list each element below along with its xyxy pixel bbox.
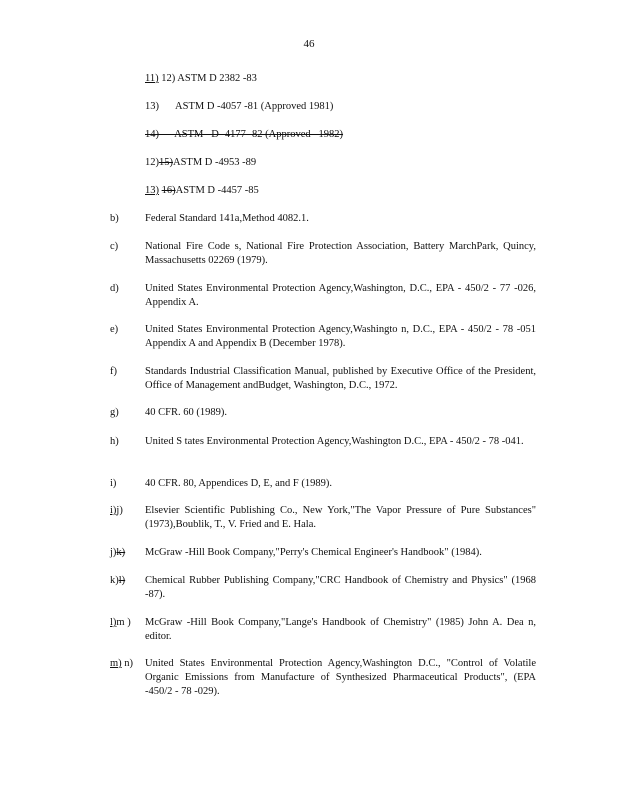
astm-item-3-struck-text: 14) ASTM D -4177 -82 (Approved 1982) bbox=[145, 129, 344, 140]
reference-label: f) bbox=[110, 366, 117, 377]
reference-label: d) bbox=[110, 283, 119, 294]
astm-item-4-text: ASTM D -4953 -89 bbox=[173, 157, 257, 168]
reference-label-old: m ) bbox=[116, 617, 131, 628]
page-number: 46 bbox=[303, 38, 315, 50]
reference-label: e) bbox=[110, 324, 119, 335]
astm-item-2 bbox=[145, 100, 333, 114]
astm-item-4 bbox=[145, 156, 256, 170]
reference-label-old: n) bbox=[121, 658, 134, 669]
astm-item-1 bbox=[145, 72, 257, 86]
reference-label-new: i) bbox=[110, 505, 117, 516]
astm-item-3 bbox=[145, 128, 343, 142]
reference-label: i) bbox=[110, 478, 117, 489]
astm-item-1-number: 12) bbox=[158, 73, 176, 84]
reference-label-new: k) bbox=[110, 575, 119, 586]
reference-text: Federal Standard 141a,Method 4082.1. bbox=[145, 213, 309, 224]
reference-label-new: j) bbox=[110, 547, 117, 558]
reference-text: United S tates Environmental Protection Agency,Washington D.C., EPA - 450/2 - 78 -041. bbox=[145, 436, 524, 447]
reference-label: c) bbox=[110, 241, 119, 252]
reference-text: 40 CFR. 60 (1989). bbox=[145, 407, 227, 418]
reference-text: McGraw -Hill Book Company,"Perry's Chemical Engineer's Handbook" (1984). bbox=[145, 547, 482, 558]
reference-label: g) bbox=[110, 407, 119, 418]
reference-label-struck: l) bbox=[118, 575, 126, 586]
reference-text: 40 CFR. 80, Appendices D, E, and F (1989). bbox=[145, 478, 332, 489]
reference-text: United States Environmental Protection Agency,Washington D.C., "Control of Volatile Organic Emissions from Manufacture of Synthesized Pharmaceutical Products", (EPA -450/2 - 78 -029). bbox=[145, 658, 536, 697]
reference-label: b) bbox=[110, 213, 119, 224]
reference-text: Chemical Rubber Publishing Company,"CRC Handbook of Chemistry and Physics" (1968 -87). bbox=[145, 575, 536, 600]
reference-text: United States Environmental Protection Agency,Washington, D.C., EPA - 450/2 - 77 -026, Appendix A. bbox=[145, 283, 536, 308]
reference-text: Elsevier Scientific Publishing Co., New York,"The Vapor Pressure of Pure Substances" (1973),Boublik, T., V. Fried and E. Hala. bbox=[145, 505, 536, 530]
astm-item-5-struck-number: 16) bbox=[161, 185, 176, 196]
astm-item-5-number: 13) bbox=[145, 185, 159, 196]
astm-item-2-number: 13) bbox=[145, 101, 159, 112]
reference-text: Standards Industrial Classification Manual, published by Executive Office of the President, Office of Management andBudget, Washington, D.C., 1972. bbox=[145, 366, 536, 391]
astm-item-4-struck-number: 15) bbox=[159, 157, 173, 168]
astm-item-4-number: 12) bbox=[145, 157, 159, 168]
astm-item-5-text: ASTM D -4457 -85 bbox=[175, 185, 259, 196]
reference-text: National Fire Code s, National Fire Protection Association, Battery MarchPark, Quincy, Massachusetts 02269 (1979). bbox=[145, 241, 536, 266]
astm-item-1-text: ASTM D 2382 -83 bbox=[177, 73, 257, 84]
astm-item-5 bbox=[145, 184, 259, 198]
reference-label: h) bbox=[110, 436, 119, 447]
reference-label-old: j) bbox=[116, 505, 123, 516]
reference-label-struck: k) bbox=[116, 547, 126, 558]
astm-item-1-old-number: 11) bbox=[145, 73, 159, 84]
reference-text: United States Environmental Protection Agency,Washingto n, D.C., EPA - 450/2 - 78 -051 Appendix A and Appendix B (December 1978). bbox=[145, 324, 536, 349]
astm-item-2-text: ASTM D -4057 -81 (Approved 1981) bbox=[175, 101, 334, 112]
reference-label-new: m) bbox=[110, 658, 122, 669]
reference-label-new: l) bbox=[110, 617, 117, 628]
reference-text: McGraw -Hill Book Company,"Lange's Handbook of Chemistry" (1985) John A. Dea n, editor. bbox=[145, 617, 536, 642]
